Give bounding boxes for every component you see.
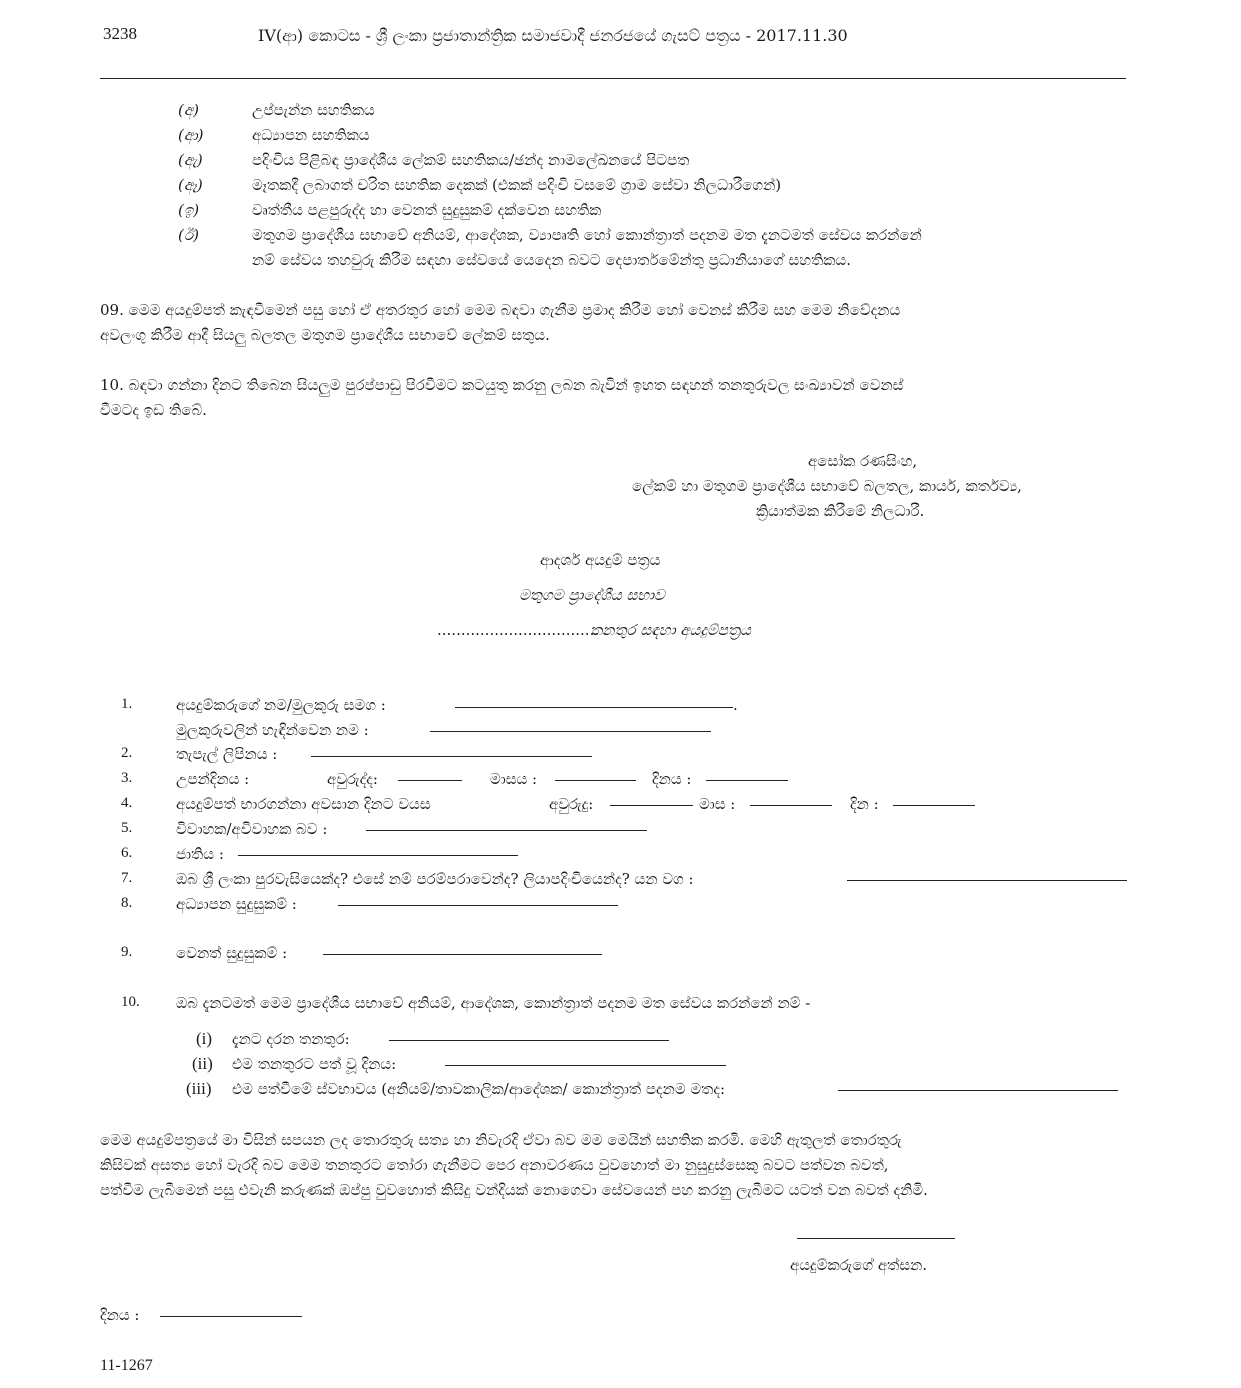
form-title: ආදර්ශ අයදුම් පත්‍රය (540, 551, 661, 569)
page-number: 3238 (103, 24, 137, 43)
item-number: 8. (121, 895, 133, 911)
gazette-header-title: IV(ආ) කොටස - ශ්‍රී ලංකා ප්‍රජාතාන්ත්‍රික සමාජවාදී ජනරජයේ ගැසට් පත්‍රය - 2017.11.30 (258, 26, 848, 45)
field-line-nationality[interactable] (238, 855, 518, 856)
field-label-dob-day: දිනය : (652, 770, 692, 788)
form-subtitle: තනතුර සඳහා අයදුම්පත්‍රය (590, 621, 751, 639)
item-number: 9. (121, 944, 133, 960)
paragraph-10-line2: වීමටද ඉඩ තිබේ. (100, 401, 207, 419)
field-label-appointment-nature: එම පත්වීමේ ස්වභාවය (අනියම්/තාවකාලික/ආදේශක/ කොන්ත්‍රාත් පදනම මතද: (232, 1080, 726, 1098)
doc-label: (ඊ) (178, 226, 199, 244)
doc-label: (ආ) (178, 126, 204, 144)
signature-label: අයදුම්කරුගේ අත්සන. (790, 1256, 928, 1274)
field-label-initials-name: මුලකුරුවලින් හැඳින්වෙන නම : (176, 721, 369, 739)
signatory-name: අසෝක රණසිංහ, (808, 452, 918, 470)
field-line-age-days[interactable] (893, 805, 975, 806)
field-label-marital-status: විවාහක/අවිවාහක බව : (176, 820, 328, 838)
paragraph-09-line2: අවලංගු කිරීම ආදී සියලු බලතල මතුගම ප්‍රාදේශීය සභාවේ ලේකම් සතුය. (100, 326, 550, 344)
doc-label: (ඈ) (178, 176, 203, 194)
doc-text-continued: නම් සේවය තහවුරු කිරීම සඳහා සේවයේ යෙදෙන බවට දෙපාර්තමේන්තු ප්‍රධානියාගේ සහතිකය. (252, 251, 851, 269)
field-line-dob-month[interactable] (555, 780, 636, 781)
doc-text: අධ්‍යාපන සහතිකය (252, 126, 370, 144)
field-line-name[interactable] (455, 707, 733, 708)
field-label-age-years: අවුරුදු: (549, 795, 594, 813)
field-label-citizenship: ඔබ ශ්‍රී ලංකා පුරවැසියෙක්ද? එසේ නම් පරම්පරාවෙන්ද? ලියාපදිංචියෙන්ද? යන වග : (176, 870, 694, 888)
council-name: මතුගම ප්‍රාදේශීය සභාව (519, 586, 665, 604)
field-label-dob-year: අවුරුද්ද: (327, 770, 378, 788)
field-label-name: අයදුම්කරුගේ නම/මුලකුරු සමග : (176, 696, 386, 714)
signatory-title-line2: ක්‍රියාත්මක කිරීමේ නිලධාරී. (756, 502, 925, 520)
header-rule (100, 78, 1126, 79)
field-label-age: අයදුම්පත් භාරගන්නා අවසාන දිනට වයස (176, 795, 431, 813)
paragraph-09-line1: 09. මෙම අයදුම්පත් කැඳවීමෙන් පසු හෝ ඒ අතරතුර හෝ මෙම බඳවා ගැනීම ප්‍රමාද කිරීම හෝ වෙනස් කිරීම සහ මෙම නිවේදනය (100, 301, 901, 319)
field-label-dob: උපන්දිනය : (176, 770, 250, 788)
date-line[interactable] (160, 1316, 302, 1317)
field-label-current-post: දැනට දරන තනතුර: (232, 1030, 350, 1048)
doc-label: (අ) (178, 101, 199, 119)
item-number: 3. (121, 770, 133, 786)
field-label-current-service: ඔබ දැනටමත් මෙම ප්‍රාදේශීය සභාවේ අනියම්, ආදේශක, කොන්ත්‍රාත් පදනම මත සේවය කරන්නේ නම් - (176, 994, 811, 1012)
doc-text: වෘත්තීය පළපුරුද්ද හා වෙනත් සුදුසුකම් දක්වෙන සහතික (252, 201, 602, 219)
post-name-dots: .................................. (437, 621, 600, 639)
doc-text: මතුගම ප්‍රාදේශීය සභාවේ අනියම්, ආදේශක, ව්‍යාපෘති හෝ කොන්ත්‍රාත් පදනම මත දැනටමත් සේවය කරන්නේ (252, 226, 922, 244)
signature-line[interactable] (797, 1238, 955, 1239)
signatory-title-line1: ලේකම් හා මතුගම ප්‍රාදේශීය සභාවේ බලතල, කාර්ය, කර්තව්‍ය, (632, 477, 1022, 495)
field-end-mark: . (733, 696, 738, 714)
declaration-line1: මෙම අයදුම්පත්‍රයේ මා විසින් සපයන ලද තොරතුරු සත්‍ය හා නිවැරදි ඒවා බව මම මෙයින් සහතික කරමි. මෙහි ඇතුලත් තොරතුරු (100, 1131, 902, 1149)
date-label: දිනය : (100, 1306, 140, 1324)
doc-text: පදිංචිය පිළිබඳ ප්‍රාදේශීය ලේකම් සහතිකය/ඡන්ද නාමලේඛනයේ පිටපත (252, 151, 690, 169)
field-line-current-post[interactable] (389, 1040, 669, 1041)
field-label-age-days: දින : (850, 795, 879, 813)
field-line-address[interactable] (311, 756, 592, 757)
item-number: 7. (121, 870, 133, 886)
field-label-dob-month: මාසය : (490, 770, 538, 788)
field-line-dob-year[interactable] (398, 780, 462, 781)
item-number: 2. (121, 745, 133, 761)
field-line-education[interactable] (338, 905, 618, 906)
field-label-nationality: ජාතිය : (176, 845, 224, 863)
field-label-education: අධ්‍යාපන සුදුසුකම් : (176, 895, 297, 913)
item-number: 10. (121, 994, 140, 1010)
field-line-appointment-date[interactable] (445, 1065, 726, 1066)
field-line-appointment-nature[interactable] (838, 1090, 1118, 1091)
declaration-line3: පත්වීම ලැබීමෙන් පසු එවැනි කරුණක් ඔප්පු වුවහොත් කිසිදු වන්දියක් නොගෙවා සේවයෙන් පහ කරනු ලැබීමට යටත් වන බවත් දනිමි. (100, 1181, 928, 1199)
doc-label: (ඉ) (178, 201, 200, 219)
item-number: 6. (121, 845, 133, 861)
declaration-line2: කිසිවක් අසත්‍ය හෝ වැරදි බව මෙම තනතුරට තෝරා ගැනීමට පෙර අනාවරණය වුවහොත් මා නුසුදුස්සෙකු බවට පත්වන බවත්, (100, 1156, 889, 1174)
sub-item-number: (i) (196, 1029, 213, 1048)
field-label-appointment-date: එම තනතුරට පත් වූ දිනය: (232, 1055, 397, 1073)
footer-code: 11-1267 (100, 1357, 153, 1374)
item-number: 1. (121, 696, 133, 712)
doc-text: උප්පැන්න සහතිකය (252, 101, 375, 119)
field-label-other-qualifications: වෙනත් සුදුසුකම් : (176, 944, 288, 962)
field-line-other-qualifications[interactable] (323, 954, 602, 955)
item-number: 5. (121, 820, 133, 836)
field-line-initials-name[interactable] (430, 731, 711, 732)
field-line-citizenship[interactable] (847, 880, 1127, 881)
field-line-age-months[interactable] (750, 805, 832, 806)
item-number: 4. (121, 795, 133, 811)
sub-item-number: (iii) (186, 1079, 212, 1098)
field-line-marital-status[interactable] (366, 830, 647, 831)
field-line-age-years[interactable] (610, 805, 693, 806)
doc-label: (ඇ) (178, 151, 203, 169)
paragraph-10-line1: 10. බඳවා ගන්නා දිනට තිබෙන සියලුම පුරප්පාඩු පිරවීමට කටයුතු කරනු ලබන බැවින් ඉහත සඳහන් තනතුරුවල සංඛ්‍යාවන් වෙනස් (100, 376, 904, 394)
field-label-age-months: මාස : (699, 795, 736, 813)
sub-item-number: (ii) (192, 1054, 213, 1073)
field-label-address: තැපැල් ලිපිනය : (176, 745, 278, 763)
doc-text: මෑතකදී ලබාගත් චරිත සහතික දෙකක් (එකක් පදිංචි වසමේ ග්‍රාම සේවා නිලධාරීගෙන්) (252, 176, 782, 194)
field-line-dob-day[interactable] (706, 780, 788, 781)
